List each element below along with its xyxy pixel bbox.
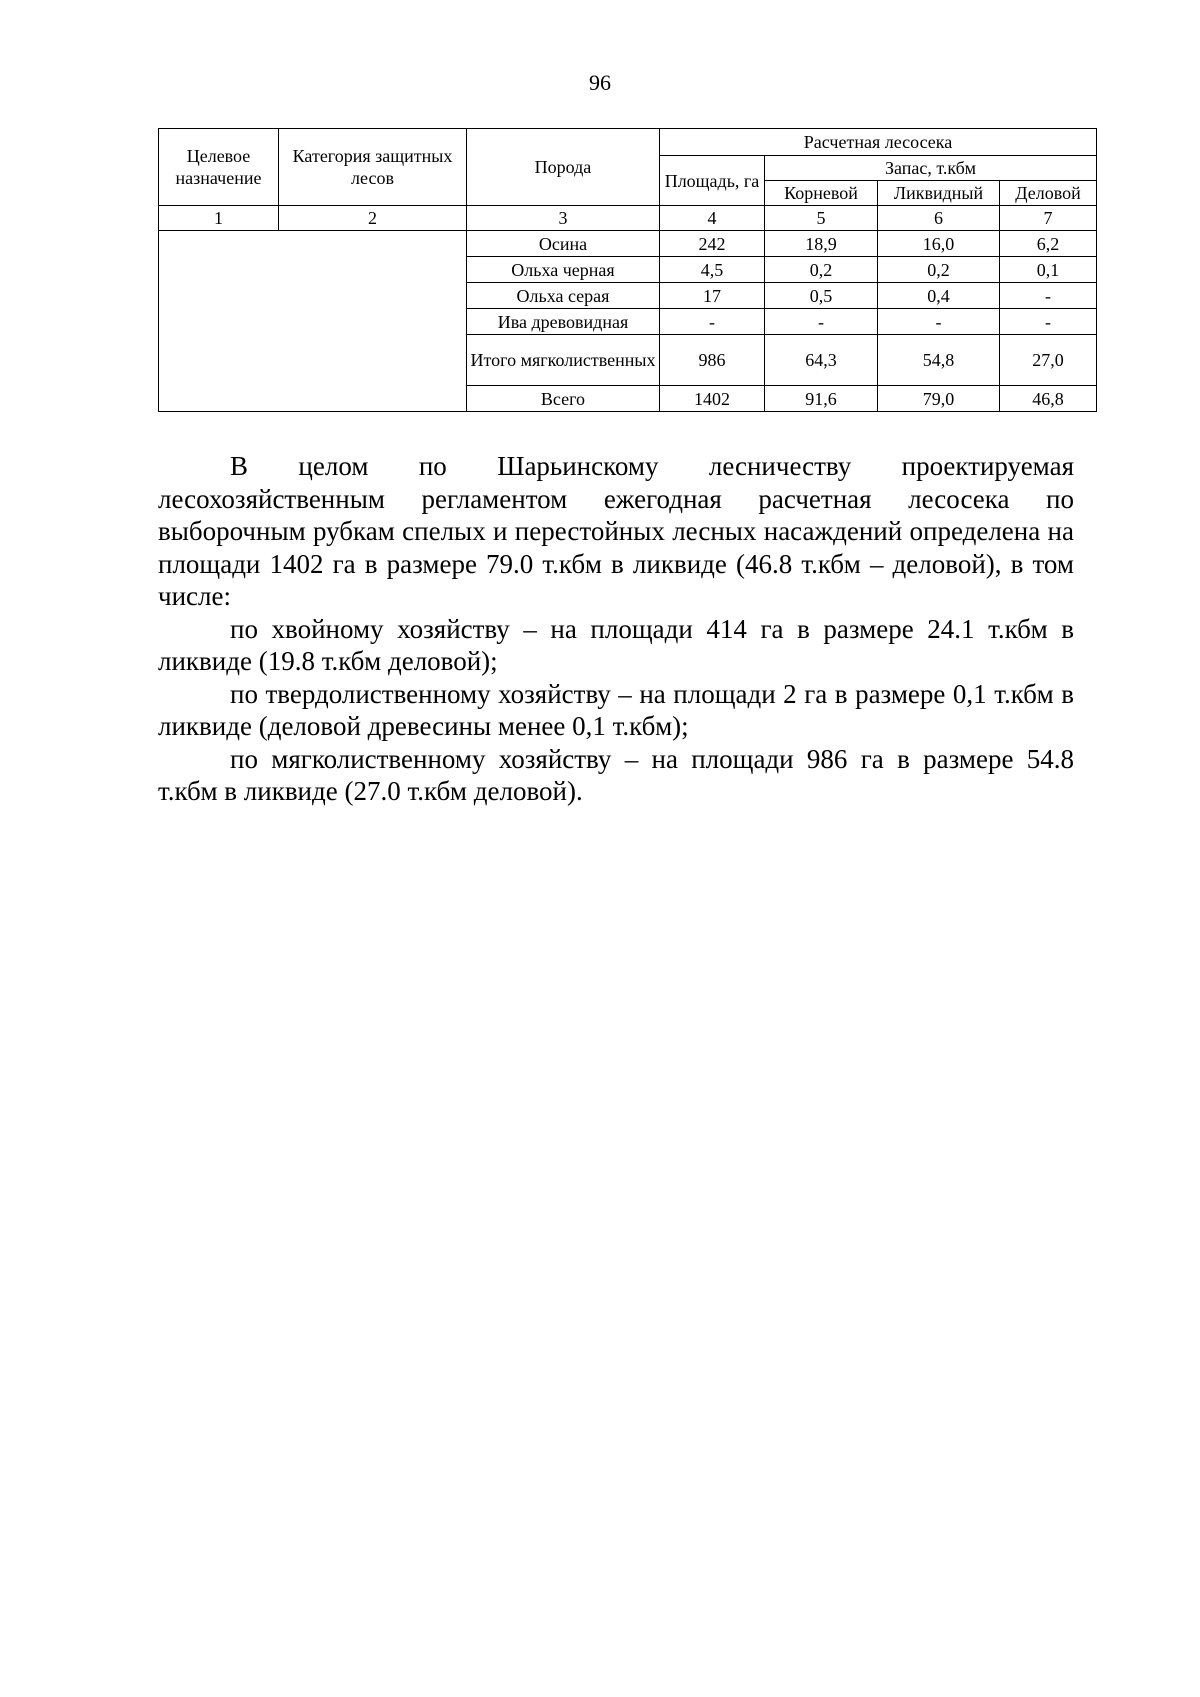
cell-business: 46,8 xyxy=(1000,386,1097,412)
softwood-paragraph: по мягколиственному хозяйству – на площади 986 га в размере 54.8 т.кбм в ликвиде (27.0 т.кбм деловой). xyxy=(158,743,1074,806)
header-stock: Запас, т.кбм xyxy=(765,156,1097,181)
header-root: Корневой xyxy=(765,181,878,206)
header-liquid: Ликвидный xyxy=(878,181,1000,206)
column-number: 1 xyxy=(159,206,279,231)
cell-liquid: 0,4 xyxy=(878,283,1000,309)
body-text xyxy=(158,450,1074,808)
cell-root: 0,2 xyxy=(765,257,878,283)
header-area-ha: Площадь, га xyxy=(660,156,765,206)
cell-business: 27,0 xyxy=(1000,335,1097,386)
header-species: Порода xyxy=(467,129,660,206)
hardwood-paragraph: по твердолиственному хозяйству – на площади 2 га в размере 0,1 т.кбм в ликвиде (деловой древесины менее 0,1 т.кбм); xyxy=(158,678,1074,741)
header-estimated-cutting-area: Расчетная лесосека xyxy=(660,129,1097,156)
cell-area: - xyxy=(660,309,765,335)
cell-business: - xyxy=(1000,283,1097,309)
cell-liquid: 54,8 xyxy=(878,335,1000,386)
cell-species: Итого мягколиственных xyxy=(467,335,660,386)
cell-liquid: 0,2 xyxy=(878,257,1000,283)
header-business: Деловой xyxy=(1000,181,1097,206)
column-number: 5 xyxy=(765,206,878,231)
cell-root: 0,5 xyxy=(765,283,878,309)
cell-liquid: 16,0 xyxy=(878,231,1000,257)
cell-species: Ольха черная xyxy=(467,257,660,283)
cell-species: Ольха серая xyxy=(467,283,660,309)
cell-root: 91,6 xyxy=(765,386,878,412)
cell-root: - xyxy=(765,309,878,335)
empty-merged-cell xyxy=(159,231,467,412)
estimated-cutting-table xyxy=(158,128,1097,412)
column-number: 2 xyxy=(279,206,467,231)
column-number: 6 xyxy=(878,206,1000,231)
cell-liquid: 79,0 xyxy=(878,386,1000,412)
cell-area: 4,5 xyxy=(660,257,765,283)
table-row xyxy=(159,231,1097,257)
cell-liquid: - xyxy=(878,309,1000,335)
cell-area: 17 xyxy=(660,283,765,309)
column-number-row xyxy=(159,206,1097,231)
cell-business: 0,1 xyxy=(1000,257,1097,283)
cell-root: 18,9 xyxy=(765,231,878,257)
cell-business: 6,2 xyxy=(1000,231,1097,257)
cell-root: 64,3 xyxy=(765,335,878,386)
page-number: 96 xyxy=(589,70,611,95)
cell-business: - xyxy=(1000,309,1097,335)
column-number: 4 xyxy=(660,206,765,231)
cell-area: 1402 xyxy=(660,386,765,412)
header-target-purpose: Целевое назначение xyxy=(159,129,279,206)
coniferous-paragraph: по хвойному хозяйству – на площади 414 га в размере 24.1 т.кбм в ликвиде (19.8 т.кбм деловой); xyxy=(158,613,1074,676)
column-number: 7 xyxy=(1000,206,1097,231)
summary-paragraph: В целом по Шарьинскому лесничеству проектируемая лесохозяйственным регламентом ежегодная расчетная лесосека по выборочным рубкам спелых и перестойных лесных насаждений определена на площади 1402 га в размере 79.0 т.кбм в ликвиде (46.8 т.кбм – деловой), в том числе: xyxy=(158,451,1074,611)
header-protective-category: Категория защитных лесов xyxy=(279,129,467,206)
cell-species: Осина xyxy=(467,231,660,257)
column-number: 3 xyxy=(467,206,660,231)
cell-species: Ива древовидная xyxy=(467,309,660,335)
cell-species: Всего xyxy=(467,386,660,412)
cell-area: 986 xyxy=(660,335,765,386)
cell-area: 242 xyxy=(660,231,765,257)
